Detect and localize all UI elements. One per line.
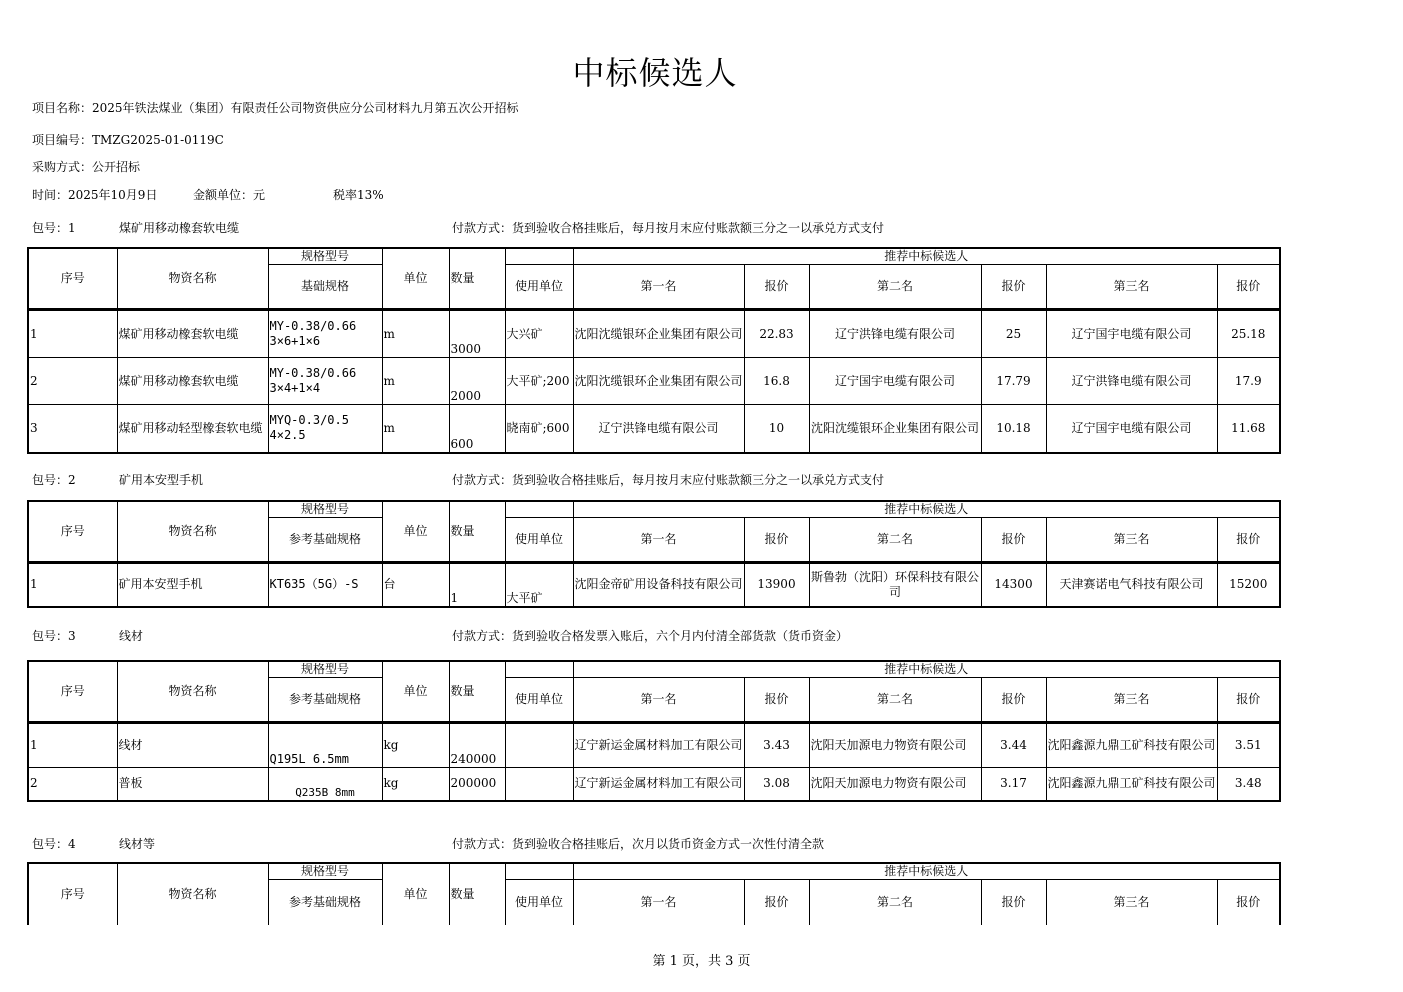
header-price-2: 报价 [981,880,1046,925]
header-third: 第三名 [1046,678,1217,723]
row-spec: Q235B 8mm [268,768,382,801]
header-spec-group: 规格型号 [268,863,382,880]
row-third: 沈阳鑫源九鼎工矿科技有限公司 [1046,768,1217,801]
row-price-1: 16.8 [744,358,809,405]
header-seq: 序号 [28,863,117,925]
header-spec-group: 规格型号 [268,248,382,265]
payment-terms: 付款方式：货到验收合格发票入账后，六个月内付清全部货款（货币资金） [452,629,849,643]
header-recommend: 推荐中标候选人 [573,501,1280,518]
header-spec: 参考基础规格 [268,880,382,925]
row-price-3: 25.18 [1217,310,1280,358]
row-unit: 台 [382,563,449,607]
row-name: 煤矿用移动轻型橡套软电缆 [117,405,268,453]
row-seq: 1 [28,563,117,607]
row-first: 沈阳沈缆银环企业集团有限公司 [573,310,744,358]
package-label: 包号：4 [32,837,76,851]
row-third: 辽宁国宇电缆有限公司 [1046,405,1217,453]
page-title: 中标候选人 [572,54,738,92]
header-unit: 单位 [382,501,449,563]
payment-terms: 付款方式：货到验收合格挂账后，次月以货币资金方式一次性付清全款 [452,837,825,851]
row-seq: 2 [28,358,117,405]
row-seq: 1 [28,310,117,358]
row-spec: KT635（5G）-S [268,563,382,607]
row-price-2: 17.79 [981,358,1046,405]
header-qty: 数量 [449,248,505,310]
header-seq: 序号 [28,661,117,723]
package-category: 线材 [119,629,144,643]
row-price-3: 3.51 [1217,723,1280,768]
row-qty: 2000 [449,358,505,405]
row-seq: 2 [28,768,117,801]
package-label: 包号：2 [32,473,76,487]
row-price-3: 17.9 [1217,358,1280,405]
row-seq: 1 [28,723,117,768]
header-seq: 序号 [28,501,117,563]
table-row [28,723,1280,768]
header-price-3: 报价 [1217,880,1280,925]
row-price-3: 11.68 [1217,405,1280,453]
row-second: 辽宁国宇电缆有限公司 [809,358,981,405]
row-user-unit: 晓南矿;600 [505,405,573,453]
row-first: 沈阳沈缆银环企业集团有限公司 [573,358,744,405]
package-category: 煤矿用移动橡套软电缆 [119,221,240,235]
row-unit: m [382,405,449,453]
package-category: 线材等 [119,837,156,851]
header-unit: 单位 [382,661,449,723]
row-spec: MY-0.38/0.66 3×6+1×6 [268,310,382,358]
header-spec-group: 规格型号 [268,501,382,518]
row-unit: m [382,310,449,358]
row-qty: 1 [449,563,505,607]
payment-terms: 付款方式：货到验收合格挂账后，每月按月末应付账款额三分之一以承兑方式支付 [452,221,885,235]
row-price-2: 14300 [981,563,1046,607]
row-third: 辽宁国宇电缆有限公司 [1046,310,1217,358]
row-price-1: 3.43 [744,723,809,768]
package-table-3 [27,660,1281,802]
row-first: 辽宁洪锋电缆有限公司 [573,405,744,453]
header-first: 第一名 [573,678,744,723]
row-price-2: 10.18 [981,405,1046,453]
header-unit: 单位 [382,863,449,925]
row-unit: kg [382,768,449,801]
header-second: 第二名 [809,265,981,310]
row-name: 煤矿用移动橡套软电缆 [117,310,268,358]
row-price-2: 3.17 [981,768,1046,801]
row-user-unit: 大平矿 [505,563,573,607]
row-spec: Q195L 6.5mm [268,723,382,768]
row-user-unit [505,768,573,801]
row-price-1: 22.83 [744,310,809,358]
header-name: 物资名称 [117,501,268,563]
header-user-unit: 使用单位 [505,265,573,310]
row-second: 沈阳天加源电力物资有限公司 [809,723,981,768]
header-name: 物资名称 [117,248,268,310]
header-third: 第三名 [1046,265,1217,310]
row-name: 煤矿用移动橡套软电缆 [117,358,268,405]
tax-rate: 税率13% [333,188,384,202]
row-first: 沈阳金帝矿用设备科技有限公司 [573,563,744,607]
row-second: 斯鲁勃（沈阳）环保科技有限公司 [809,563,981,607]
project-number: 项目编号：TMZG2025-01-0119C [32,133,224,147]
header-spec: 基础规格 [268,265,382,310]
row-user-unit: 大平矿;200 [505,358,573,405]
package-table-1 [27,247,1281,454]
table-row [28,310,1280,358]
row-third: 沈阳鑫源九鼎工矿科技有限公司 [1046,723,1217,768]
table-row [28,768,1280,801]
header-price-2: 报价 [981,265,1046,310]
header-recommend: 推荐中标候选人 [573,863,1280,880]
header-second: 第二名 [809,518,981,563]
row-first: 辽宁新运金属材料加工有限公司 [573,768,744,801]
header-qty: 数量 [449,863,505,925]
header-price-1: 报价 [744,678,809,723]
header-user-unit: 使用单位 [505,678,573,723]
purchase-method: 采购方式：公开招标 [32,160,141,174]
header-second: 第二名 [809,880,981,925]
header-spec: 参考基础规格 [268,678,382,723]
page-footer: 第 1 页，共 3 页 [652,954,751,969]
header-third: 第三名 [1046,518,1217,563]
header-price-2: 报价 [981,518,1046,563]
header-first: 第一名 [573,265,744,310]
header-name: 物资名称 [117,661,268,723]
row-name: 普板 [117,768,268,801]
row-name: 矿用本安型手机 [117,563,268,607]
header-unit: 单位 [382,248,449,310]
project-name: 项目名称：2025年铁法煤业（集团）有限责任公司物资供应分公司材料九月第五次公开招标 [32,101,519,115]
package-label: 包号：3 [32,629,76,643]
row-seq: 3 [28,405,117,453]
table-row [28,358,1280,405]
table-row [28,563,1280,607]
currency-unit: 金额单位：元 [193,188,266,202]
header-price-1: 报价 [744,265,809,310]
header-third: 第三名 [1046,880,1217,925]
header-recommend: 推荐中标候选人 [573,248,1280,265]
table-row [28,405,1280,453]
row-qty: 600 [449,405,505,453]
row-first: 辽宁新运金属材料加工有限公司 [573,723,744,768]
row-spec: MYQ-0.3/0.5 4×2.5 [268,405,382,453]
row-price-2: 3.44 [981,723,1046,768]
header-spec-group: 规格型号 [268,661,382,678]
row-price-1: 13900 [744,563,809,607]
package-table-4 [27,862,1281,925]
header-price-2: 报价 [981,678,1046,723]
row-user-unit [505,723,573,768]
row-third: 天津赛诺电气科技有限公司 [1046,563,1217,607]
row-qty: 200000 [449,768,505,801]
header-price-3: 报价 [1217,518,1280,563]
header-first: 第一名 [573,518,744,563]
row-spec: MY-0.38/0.66 3×4+1×4 [268,358,382,405]
row-second: 辽宁洪锋电缆有限公司 [809,310,981,358]
row-third: 辽宁洪锋电缆有限公司 [1046,358,1217,405]
header-name: 物资名称 [117,863,268,925]
row-price-1: 10 [744,405,809,453]
row-price-3: 3.48 [1217,768,1280,801]
header-user-unit: 使用单位 [505,518,573,563]
header-seq: 序号 [28,248,117,310]
row-price-1: 3.08 [744,768,809,801]
row-second: 沈阳天加源电力物资有限公司 [809,768,981,801]
date: 时间：2025年10月9日 [32,188,158,202]
row-unit: kg [382,723,449,768]
row-unit: m [382,358,449,405]
package-table-2 [27,500,1281,608]
package-label: 包号：1 [32,221,76,235]
row-price-3: 15200 [1217,563,1280,607]
row-second: 沈阳沈缆银环企业集团有限公司 [809,405,981,453]
row-qty: 240000 [449,723,505,768]
row-user-unit: 大兴矿 [505,310,573,358]
package-category: 矿用本安型手机 [119,473,204,487]
date-line [32,186,384,203]
header-spec: 参考基础规格 [268,518,382,563]
row-name: 线材 [117,723,268,768]
header-recommend: 推荐中标候选人 [573,661,1280,678]
header-second: 第二名 [809,678,981,723]
header-user-unit: 使用单位 [505,880,573,925]
header-price-1: 报价 [744,518,809,563]
header-price-3: 报价 [1217,678,1280,723]
row-qty: 3000 [449,310,505,358]
row-price-2: 25 [981,310,1046,358]
header-price-3: 报价 [1217,265,1280,310]
header-price-1: 报价 [744,880,809,925]
header-qty: 数量 [449,661,505,723]
header-first: 第一名 [573,880,744,925]
payment-terms: 付款方式：货到验收合格挂账后，每月按月末应付账款额三分之一以承兑方式支付 [452,473,885,487]
header-qty: 数量 [449,501,505,563]
